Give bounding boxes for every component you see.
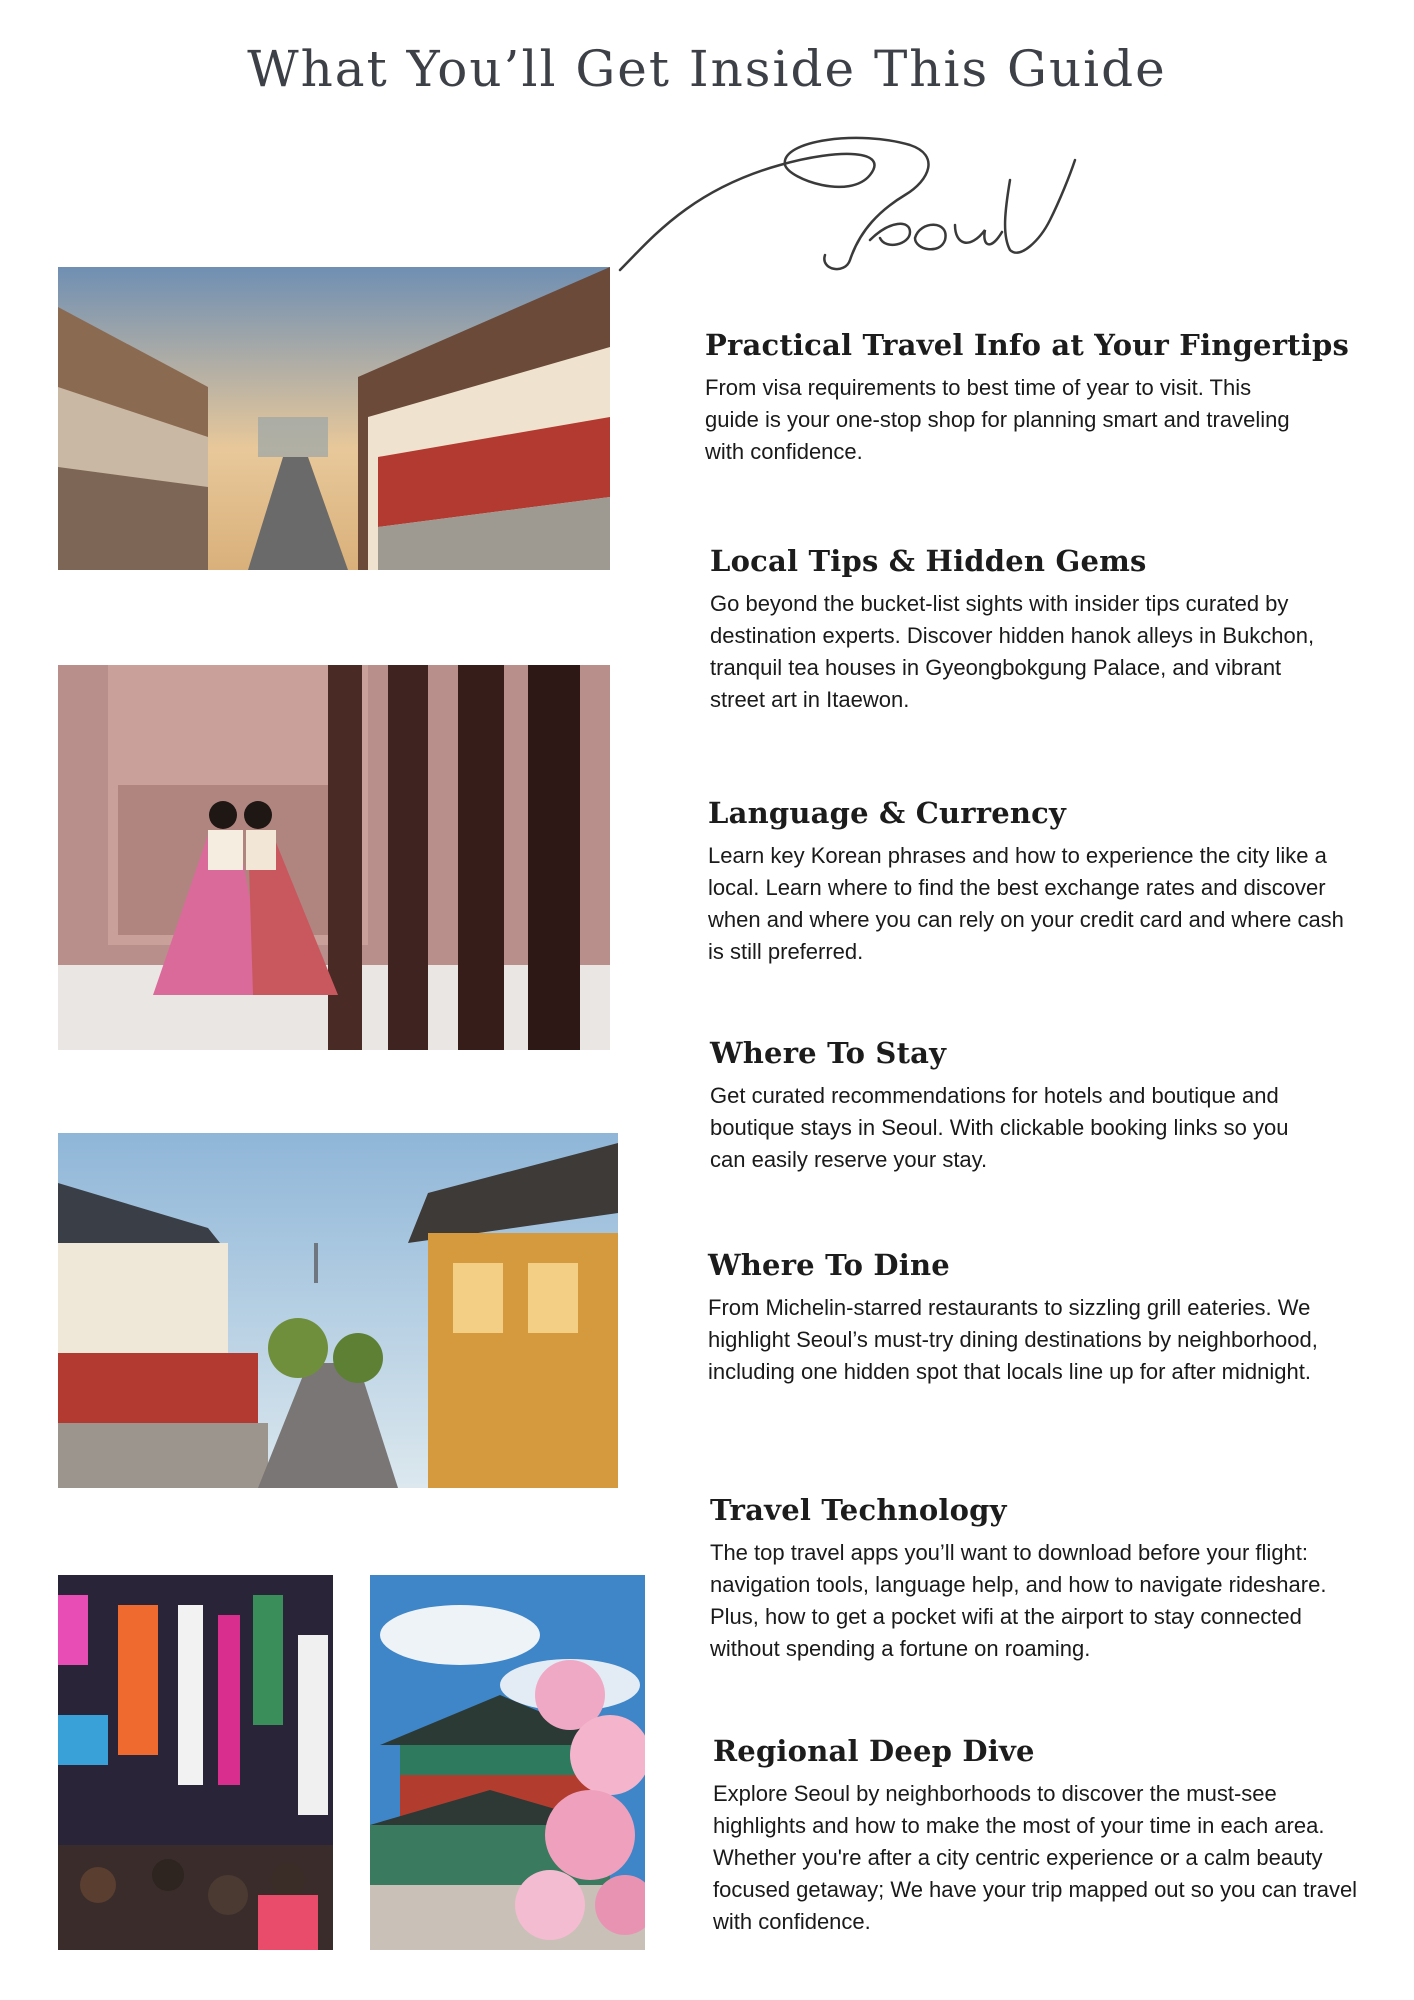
section-heading: Regional Deep Dive [713,1734,1035,1768]
hanbok-women-photo [58,665,610,1050]
hanok-alley-photo [58,267,610,570]
section-heading: Where To Stay [710,1036,947,1070]
bukchon-village-photo [58,1133,618,1488]
section-body: The top travel apps you’ll want to download before your flight: navigation tools, language help, and how to navigate rideshare. Plus, how to get a pocket wifi at the airport to stay connected without spending a fortune on roaming. [710,1540,1327,1661]
section-language-currency [708,796,1368,968]
section-where-to-stay [710,1036,1370,1176]
section-regional-deep-dive [713,1734,1373,1938]
palace-blossom-image [370,1575,645,1950]
section-body: From visa requirements to best time of year to visit. This guide is your one-stop shop for planning smart and traveling with confidence. [705,375,1290,464]
section-heading: Practical Travel Info at Your Fingertips [705,328,1350,362]
section-body: From Michelin-starred restaurants to sizzling grill eateries. We highlight Seoul’s must-try dining destinations by neighborhood, including one hidden spot that locals line up for after midnight. [708,1295,1318,1384]
script-title-seoul [610,120,1080,280]
page-title: What You’ll Get Inside This Guide [247,40,1167,98]
section-body: Learn key Korean phrases and how to experience the city like a local. Learn where to find the best exchange rates and discover when and where you can rely on your credit card and where cash is still preferred. [708,843,1344,964]
bukchon-village-image [58,1133,618,1488]
palace-cherry-blossom-photo [370,1575,645,1950]
section-where-to-dine [708,1248,1368,1388]
section-practical-travel-info [705,328,1365,468]
section-heading: Language & Currency [708,796,1067,830]
hanok-alley-image [58,267,610,570]
night-street-signs-photo [58,1575,333,1950]
section-body: Go beyond the bucket-list sights with insider tips curated by destination experts. Discover hidden hanok alleys in Bukchon, tranquil tea houses in Gyeongbokgung Palace, and vibrant street art in Itaewon. [710,591,1315,712]
section-body: Explore Seoul by neighborhoods to discover the must-see highlights and how to make the most of your time in each area. Whether you're after a city centric experience or a calm beauty focused getaway; We have your trip mapped out so you can travel with confidence. [713,1781,1358,1934]
section-heading: Local Tips & Hidden Gems [710,544,1147,578]
section-heading: Where To Dine [708,1248,950,1282]
night-street-image [58,1575,333,1950]
section-local-tips [710,544,1370,716]
section-heading: Travel Technology [710,1493,1007,1527]
hanbok-women-image [58,665,610,1050]
section-body: Get curated recommendations for hotels and boutique and boutique stays in Seoul. With clickable booking links so you can easily reserve your stay. [710,1083,1289,1172]
section-travel-technology [710,1493,1370,1665]
